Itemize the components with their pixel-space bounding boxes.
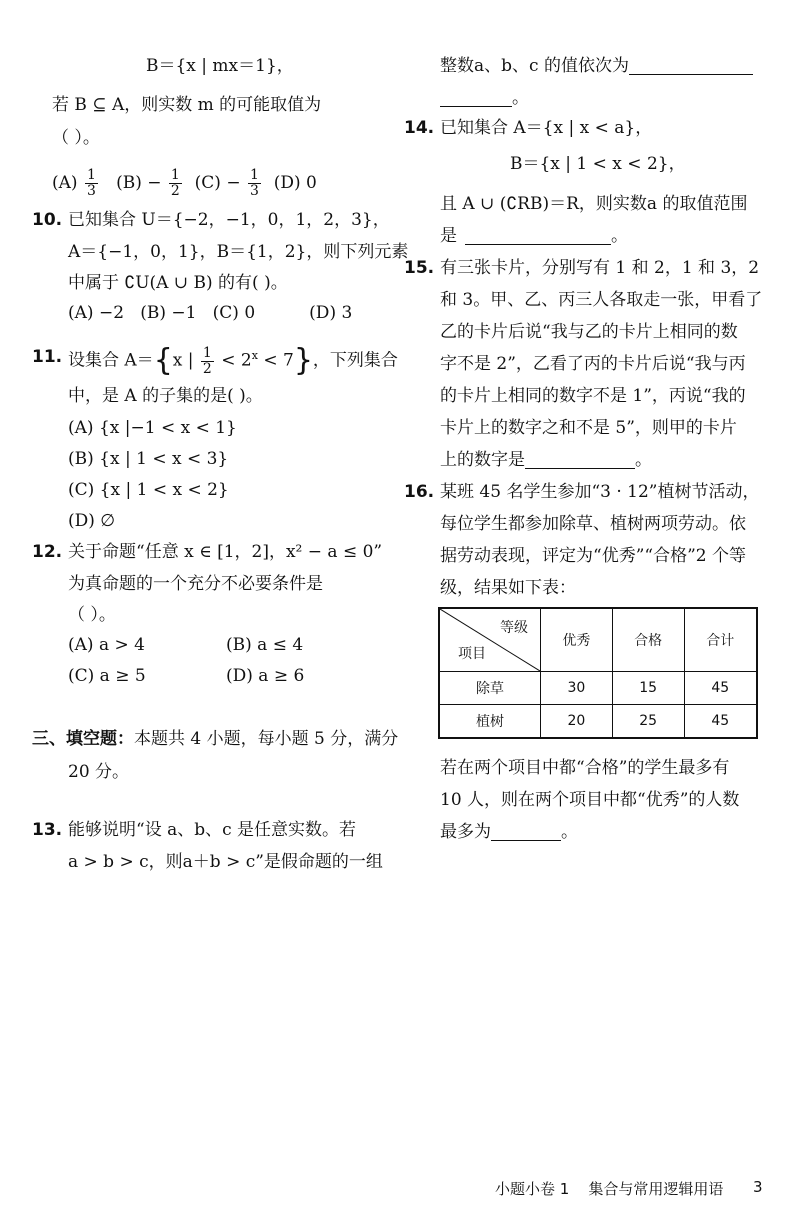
q16-line-3: 据劳动表现，评定为“优秀”“合格”2 个等: [440, 546, 746, 566]
q13-line-1: 能够说明“设 a、b、c 是任意实数。若: [68, 820, 357, 840]
table-col-header: 合格: [612, 608, 684, 672]
q11-tail: ，下列集合: [312, 350, 398, 371]
q15-line-5: 的卡片上相同的数字不是 1”，丙说“我的: [440, 386, 746, 406]
q14-line-3: 且 A ∪ (∁RB)＝R，则实数a 的取值范围: [440, 194, 748, 214]
table-cell: 30: [541, 672, 613, 705]
q14-line-4-text: 是: [440, 226, 457, 246]
q12-option-b: (B) a ≤ 4: [226, 635, 304, 655]
q12-option-c: (C) a ≥ 5: [68, 666, 146, 686]
table-row-label: 植树: [439, 705, 541, 739]
q16-line-2: 每位学生都参加除草、植树两项劳动。依: [440, 514, 746, 534]
q14-line-4: [440, 224, 628, 248]
table-row: [439, 672, 757, 705]
page-number: 3: [753, 1178, 763, 1196]
q12-option-a: (A) a > 4: [68, 635, 145, 655]
q16-line-7-text: 最多为: [440, 822, 491, 842]
q12-line-2: 为真命题的一个充分不必要条件是: [68, 574, 323, 594]
grade-table: [438, 607, 758, 739]
q16-end: 。: [561, 822, 578, 842]
q10-options: (A) −2 (B) −1 (C) 0 (D) 3: [68, 303, 353, 323]
q11-bar: |: [187, 350, 194, 371]
q9-option-b-fraction: [169, 168, 182, 199]
table-row: [439, 705, 757, 739]
q12-number: 12.: [32, 542, 63, 562]
section-3-description: 本题共 4 小题，每小题 5 分，满分: [134, 729, 399, 749]
q15-answer-blank[interactable]: [525, 450, 635, 469]
q11-fraction: [201, 346, 214, 377]
q15-line-1: 有三张卡片，分别写有 1 和 2，1 和 3，2: [440, 258, 760, 278]
q11-fraction-denominator: 2: [202, 360, 212, 377]
q9-option-b-numerator: 1: [170, 167, 180, 183]
q11-option-d: (D) ∅: [68, 511, 116, 531]
q9-option-a-label: (A): [52, 173, 78, 193]
table-header-grade: 等级: [500, 620, 528, 636]
q13-answer-blank-2[interactable]: [440, 88, 512, 107]
q9-option-b-label: (B) −: [116, 173, 162, 193]
q11-prefix: 设集合 A＝: [68, 350, 154, 371]
q9-set-b: B＝{x | mx＝1}，: [146, 56, 294, 76]
q16-line-7: [440, 820, 578, 844]
q11-left-brace: {: [153, 343, 173, 379]
q14-number: 14.: [404, 118, 435, 138]
q9-option-c-numerator: 1: [249, 167, 259, 183]
q9-options: [52, 166, 317, 200]
q16-line-6: 10 人，则在两个项目中都“优秀”的人数: [440, 790, 740, 810]
q16-line-4: 级，结果如下表：: [440, 578, 576, 598]
q11-line-1: [68, 334, 398, 383]
page-footer: [495, 1178, 763, 1199]
q11-fraction-numerator: 1: [202, 344, 212, 361]
q9-option-d: (D) 0: [273, 173, 317, 193]
q15-number: 15.: [404, 258, 435, 278]
q10-line-3: 中属于 ∁U(A ∪ B) 的有( )。: [68, 273, 288, 293]
q13-line-3: [440, 54, 753, 78]
q11-mid: < 2: [221, 350, 252, 371]
footer-title: 小题小卷 1 集合与常用逻辑用语: [495, 1180, 724, 1198]
q9-answer-paren: （ ）。: [52, 128, 100, 148]
q11-number: 11.: [32, 347, 63, 367]
q11-post: < 7: [257, 350, 294, 371]
q9-option-a-fraction: [85, 168, 98, 199]
q14-line-1: 已知集合 A＝{x | x < a}，: [440, 118, 653, 138]
q13-answer-blank-1[interactable]: [629, 56, 753, 75]
q11-exponent: x: [251, 349, 258, 362]
q11-line-2: 中，是 A 的子集的是( )。: [68, 386, 263, 406]
q11-option-a: (A) {x |−1 < x < 1}: [68, 418, 237, 438]
q13-end: 。: [512, 88, 529, 108]
q9-text: 若 B ⊆ A，则实数 m 的可能取值为: [52, 95, 322, 115]
table-cell: 25: [612, 705, 684, 739]
q9-option-a-denominator: 3: [86, 183, 96, 199]
table-cell: 15: [612, 672, 684, 705]
table-cell: 45: [684, 672, 757, 705]
q11-option-c: (C) {x | 1 < x < 2}: [68, 480, 229, 500]
section-3-heading: [32, 727, 398, 751]
q15-line-2: 和 3。甲、乙、丙三人各取走一张，甲看了: [440, 290, 763, 310]
table-col-header: 合计: [684, 608, 757, 672]
table-cell: 20: [541, 705, 613, 739]
q13-line-2: a > b > c，则a＋b > c”是假命题的一组: [68, 852, 383, 872]
table-row-label: 除草: [439, 672, 541, 705]
q11-var-x: x: [172, 350, 183, 371]
q9-option-b-denominator: 2: [170, 183, 180, 199]
q12-option-d: (D) a ≥ 6: [226, 666, 305, 686]
table-header-item: 项目: [458, 646, 486, 662]
q9-option-c-fraction: [248, 168, 261, 199]
q12-answer-paren: （ ）。: [68, 605, 116, 625]
q13-line-3-text: 整数a、b、c 的值依次为: [440, 56, 629, 76]
q12-line-1: 关于命题“任意 x ∈ [1，2]，x² − a ≤ 0”: [68, 542, 383, 562]
q10-line-2: A＝{−1，0，1}，B＝{1，2}，则下列元素: [68, 242, 409, 262]
q9-option-a-numerator: 1: [86, 167, 96, 183]
q15-end: 。: [635, 450, 652, 470]
q11-option-b: (B) {x | 1 < x < 3}: [68, 449, 229, 469]
section-3-line-2: 20 分。: [68, 762, 130, 782]
q16-line-1: 某班 45 名学生参加“3 · 12”植树节活动，: [440, 482, 760, 502]
q15-line-3: 乙的卡片后说“我与乙的卡片上相同的数: [440, 322, 738, 342]
q15-line-7: [440, 448, 652, 472]
q16-number: 16.: [404, 482, 435, 502]
q13-number: 13.: [32, 820, 63, 840]
q10-number: 10.: [32, 210, 63, 230]
q14-answer-blank[interactable]: [465, 226, 611, 245]
q13-line-4: [440, 86, 529, 110]
q11-right-brace: }: [293, 343, 313, 379]
section-3-title: 三、填空题：: [32, 729, 134, 749]
q14-line-2: B＝{x | 1 < x < 2}，: [510, 154, 686, 174]
table-header-row: [439, 608, 757, 672]
q15-line-6: 卡片上的数字之和不是 5”，则甲的卡片: [440, 418, 737, 438]
table-cell: 45: [684, 705, 757, 739]
q15-line-4: 字不是 2”，乙看了丙的卡片后说“我与丙: [440, 354, 746, 374]
q9-option-c-label: (C) −: [194, 173, 241, 193]
q9-option-c-denominator: 3: [249, 183, 259, 199]
q14-end: 。: [611, 226, 628, 246]
q15-line-7-text: 上的数字是: [440, 450, 525, 470]
q16-line-5: 若在两个项目中都“合格”的学生最多有: [440, 758, 730, 778]
q10-line-1: 已知集合 U＝{−2，−1，0，1，2，3}，: [68, 210, 390, 230]
table-col-header: 优秀: [541, 608, 613, 672]
q16-answer-blank[interactable]: [491, 822, 561, 841]
table-diagonal-header-cell: [439, 608, 541, 672]
